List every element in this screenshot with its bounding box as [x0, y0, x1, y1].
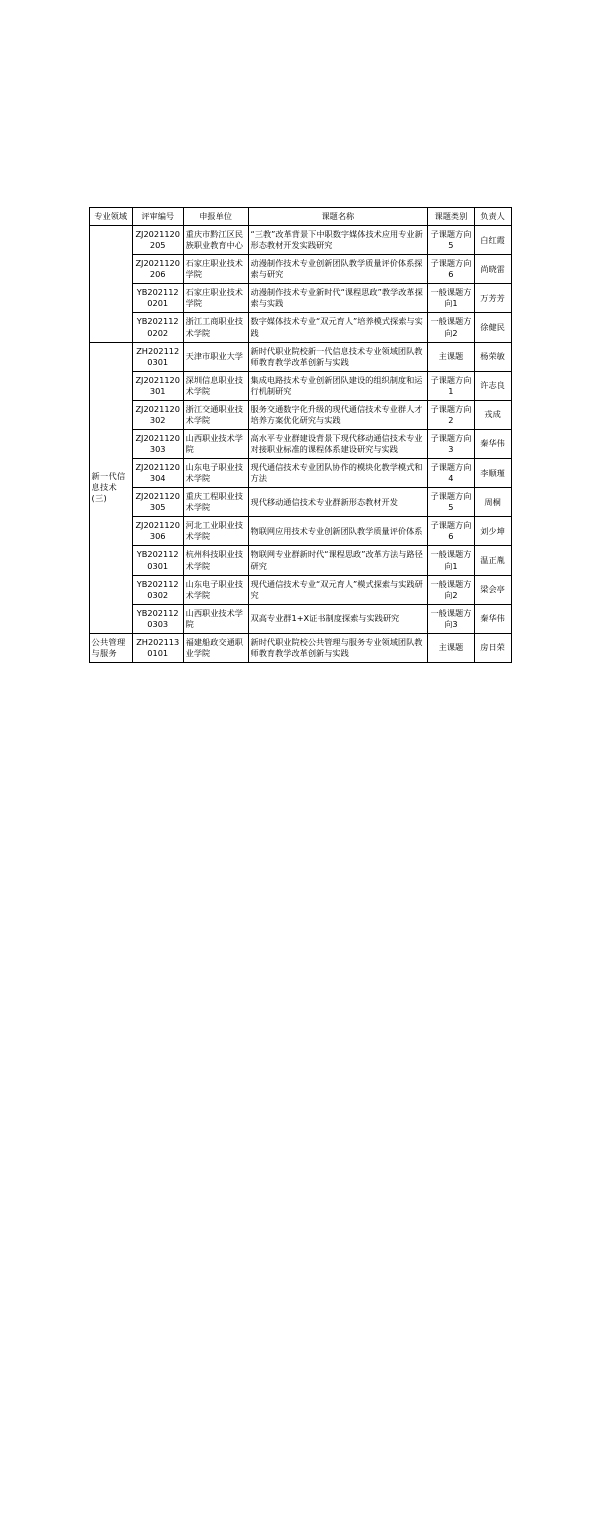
title-cell: 新时代职业院校新一代信息技术专业领域团队教师教育教学改革创新与实践 — [248, 342, 428, 371]
person-cell: 万芳芳 — [474, 284, 511, 313]
unit-cell: 山东电子职业技术学院 — [183, 575, 248, 604]
code-cell: ZJ2021120305 — [132, 488, 183, 517]
type-cell: 子课题方向5 — [428, 488, 475, 517]
header-person: 负责人 — [474, 208, 511, 226]
header-field: 专业领域 — [89, 208, 132, 226]
unit-cell: 浙江交通职业技术学院 — [183, 400, 248, 429]
person-cell: 周桐 — [474, 488, 511, 517]
code-cell: YB2021120202 — [132, 313, 183, 342]
person-cell: 刘少坤 — [474, 517, 511, 546]
field-cell: 新一代信息技术(三) — [89, 342, 132, 633]
code-cell: YB2021120301 — [132, 546, 183, 575]
table-row — [89, 400, 511, 429]
table-header — [89, 208, 511, 226]
title-cell: 现代通信技术专业“双元育人”模式探索与实践研究 — [248, 575, 428, 604]
person-cell: 李顺瑾 — [474, 459, 511, 488]
table-row — [89, 255, 511, 284]
title-cell: 集成电路技术专业创新团队建设的组织制度和运行机制研究 — [248, 371, 428, 400]
table-row — [89, 226, 511, 255]
person-cell: 秦华伟 — [474, 429, 511, 458]
table-row — [89, 429, 511, 458]
table-row — [89, 517, 511, 546]
code-cell: ZJ2021120304 — [132, 459, 183, 488]
table-row — [89, 342, 511, 371]
title-cell: 物联网应用技术专业创新团队教学质量评价体系 — [248, 517, 428, 546]
title-cell: 物联网专业群新时代“课程思政”改革方法与路径研究 — [248, 546, 428, 575]
type-cell: 一般课题方向2 — [428, 313, 475, 342]
table-row — [89, 633, 511, 662]
unit-cell: 河北工业职业技术学院 — [183, 517, 248, 546]
code-cell: YB2021120302 — [132, 575, 183, 604]
type-cell: 子课题方向6 — [428, 255, 475, 284]
title-cell: 双高专业群1+X证书制度探索与实践研究 — [248, 604, 428, 633]
code-cell: ZJ2021120206 — [132, 255, 183, 284]
type-cell: 主课题 — [428, 633, 475, 662]
table-row — [89, 284, 511, 313]
unit-cell: 深圳信息职业技术学院 — [183, 371, 248, 400]
type-cell: 子课题方向4 — [428, 459, 475, 488]
code-cell: ZJ2021120306 — [132, 517, 183, 546]
title-cell: 数字媒体技术专业“双元育人”培养模式探索与实践 — [248, 313, 428, 342]
type-cell: 一般课题方向3 — [428, 604, 475, 633]
person-cell: 杨荣敏 — [474, 342, 511, 371]
type-cell: 一般课题方向1 — [428, 546, 475, 575]
field-cell: 公共管理与服务 — [89, 633, 132, 662]
type-cell: 子课题方向3 — [428, 429, 475, 458]
person-cell: 房日荣 — [474, 633, 511, 662]
unit-cell: 山东电子职业技术学院 — [183, 459, 248, 488]
type-cell: 一般课题方向1 — [428, 284, 475, 313]
table-row — [89, 575, 511, 604]
type-cell: 子课题方向6 — [428, 517, 475, 546]
unit-cell: 石家庄职业技术学院 — [183, 255, 248, 284]
code-cell: ZJ2021120205 — [132, 226, 183, 255]
person-cell: 秦华伟 — [474, 604, 511, 633]
table-row — [89, 546, 511, 575]
type-cell: 子课题方向5 — [428, 226, 475, 255]
code-cell: ZJ2021120303 — [132, 429, 183, 458]
person-cell: 徐健民 — [474, 313, 511, 342]
title-cell: 现代移动通信技术专业群新形态教材开发 — [248, 488, 428, 517]
title-cell: 高水平专业群建设背景下现代移动通信技术专业对接职业标准的课程体系建设研究与实践 — [248, 429, 428, 458]
unit-cell: 重庆市黔江区民族职业教育中心 — [183, 226, 248, 255]
type-cell: 一般课题方向2 — [428, 575, 475, 604]
code-cell: ZH2021130101 — [132, 633, 183, 662]
type-cell: 子课题方向2 — [428, 400, 475, 429]
code-cell: YB2021120201 — [132, 284, 183, 313]
table-row — [89, 371, 511, 400]
person-cell: 温正胤 — [474, 546, 511, 575]
header-unit: 申报单位 — [183, 208, 248, 226]
type-cell: 子课题方向1 — [428, 371, 475, 400]
person-cell: 许志良 — [474, 371, 511, 400]
table-row — [89, 459, 511, 488]
unit-cell: 重庆工程职业技术学院 — [183, 488, 248, 517]
code-cell: ZJ2021120302 — [132, 400, 183, 429]
title-cell: 新时代职业院校公共管理与服务专业领域团队教师教育教学改革创新与实践 — [248, 633, 428, 662]
unit-cell: 天津市职业大学 — [183, 342, 248, 371]
unit-cell: 石家庄职业技术学院 — [183, 284, 248, 313]
unit-cell: 杭州科技职业技术学院 — [183, 546, 248, 575]
approved-projects-table — [89, 207, 512, 663]
person-cell: 尚晓雷 — [474, 255, 511, 284]
header-type: 课题类别 — [428, 208, 475, 226]
title-cell: 服务交通数字化升级的现代通信技术专业群人才培养方案优化研究与实践 — [248, 400, 428, 429]
unit-cell: 山西职业技术学院 — [183, 604, 248, 633]
code-cell: ZJ2021120301 — [132, 371, 183, 400]
table-header-row — [89, 208, 511, 226]
header-code: 评审编号 — [132, 208, 183, 226]
type-cell: 主课题 — [428, 342, 475, 371]
code-cell: YB2021120303 — [132, 604, 183, 633]
person-cell: 白红霞 — [474, 226, 511, 255]
table-row — [89, 313, 511, 342]
person-cell: 戎成 — [474, 400, 511, 429]
field-cell — [89, 226, 132, 343]
unit-cell: 浙江工商职业技术学院 — [183, 313, 248, 342]
title-cell: 动漫制作技术专业新时代“课程思政”教学改革探索与实践 — [248, 284, 428, 313]
unit-cell: 山西职业技术学院 — [183, 429, 248, 458]
table-row — [89, 604, 511, 633]
table-row — [89, 488, 511, 517]
title-cell: “三教”改革背景下中职数字媒体技术应用专业新形态教材开发实践研究 — [248, 226, 428, 255]
unit-cell: 福建船政交通职业学院 — [183, 633, 248, 662]
header-title: 课题名称 — [248, 208, 428, 226]
title-cell: 动漫制作技术专业创新团队教学质量评价体系探索与研究 — [248, 255, 428, 284]
title-cell: 现代通信技术专业团队协作的模块化教学模式和方法 — [248, 459, 428, 488]
code-cell: ZH2021120301 — [132, 342, 183, 371]
table-body — [89, 226, 511, 663]
person-cell: 梁会亭 — [474, 575, 511, 604]
